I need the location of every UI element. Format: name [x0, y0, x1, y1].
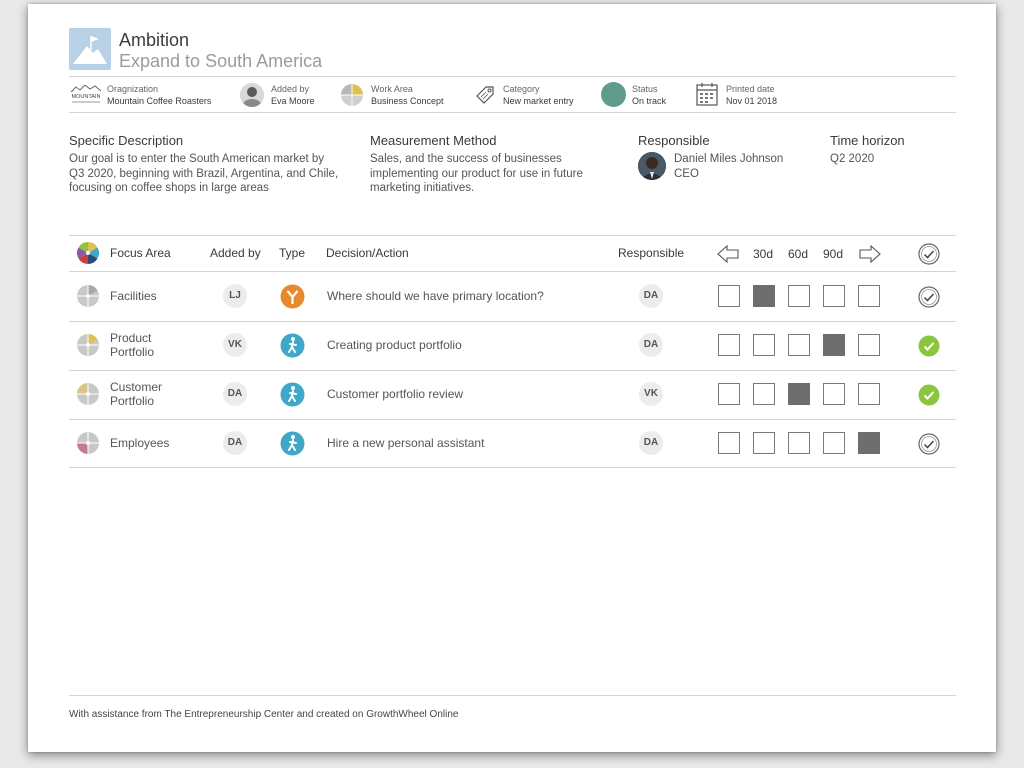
document-page	[28, 4, 996, 752]
col-30d: 30d	[753, 247, 774, 261]
divider	[69, 235, 956, 236]
mountain-flag-icon	[69, 28, 111, 70]
divider	[69, 76, 956, 77]
status-indicator	[601, 82, 626, 107]
focus-wheel-icon	[76, 333, 100, 357]
timeline-slot-30d[interactable]	[753, 383, 775, 405]
page-subtitle: Expand to South America	[119, 51, 323, 71]
responsible-initials: VK	[639, 382, 663, 406]
timeline-slot-90d[interactable]	[823, 432, 845, 454]
col-60d: 60d	[788, 247, 809, 261]
work-area-value: Business Concept	[371, 96, 444, 106]
fork-icon	[280, 284, 305, 309]
decision-text: Creating product portfolio	[327, 338, 462, 352]
status-value: On track	[632, 96, 667, 106]
specific-description-text: Our goal is to enter the South American market by Q3 2020, beginning with Brazil, Argentina, and Chile, focusing on coffee shops in large areas	[69, 153, 339, 194]
focus-area-name: Employees	[110, 436, 170, 450]
walking-person-icon	[280, 431, 305, 456]
responsible-initials: DA	[639, 284, 663, 308]
decision-text: Hire a new personal assistant	[327, 436, 485, 450]
timeline-slot-60d[interactable]	[788, 285, 810, 307]
specific-description-heading: Specific Description	[69, 133, 184, 148]
page-title: Ambition	[119, 30, 190, 50]
tag-icon	[474, 84, 496, 106]
pending-check-icon[interactable]	[918, 433, 940, 455]
footer-text: With assistance from The Entrepreneurship Center and created on GrowthWheel Online	[69, 709, 459, 720]
added-by-label: Added by	[271, 84, 310, 94]
focus-area-name: Facilities	[110, 289, 157, 303]
timeline-slot-later[interactable]	[858, 334, 880, 356]
done-check-icon[interactable]	[918, 335, 940, 357]
divider	[69, 321, 956, 322]
measurement-method-heading: Measurement Method	[370, 133, 497, 148]
timeline-slot-now[interactable]	[718, 334, 740, 356]
responsible-avatar	[638, 152, 666, 180]
time-horizon-heading: Time horizon	[830, 133, 905, 148]
organization-value: Mountain Coffee Roasters	[107, 96, 212, 106]
col-added-by: Added by	[210, 246, 261, 260]
timeline-slot-60d[interactable]	[788, 383, 810, 405]
responsible-initials: DA	[639, 333, 663, 357]
organization-label: Oragnization	[107, 84, 159, 94]
added-by-value: Eva Moore	[271, 96, 315, 106]
focus-area-name: Product Portfolio	[110, 331, 155, 359]
done-column-check-icon	[918, 243, 940, 265]
divider	[69, 271, 956, 272]
category-value: New market entry	[503, 96, 574, 106]
divider	[69, 112, 956, 113]
arrow-right-icon[interactable]	[858, 244, 882, 264]
measurement-method-text: Sales, and the success of businesses implementing our product for use in future marketing initiatives.	[370, 153, 583, 194]
decision-text: Customer portfolio review	[327, 387, 464, 401]
timeline-slot-now[interactable]	[718, 432, 740, 454]
col-90d: 90d	[823, 247, 844, 261]
timeline-slot-30d[interactable]	[753, 285, 775, 307]
eva-moore-avatar	[240, 83, 264, 107]
timeline-slot-60d[interactable]	[788, 432, 810, 454]
status-label: Status	[632, 84, 658, 94]
timeline-slot-30d[interactable]	[753, 334, 775, 356]
divider	[69, 419, 956, 420]
timeline-slot-90d[interactable]	[823, 285, 845, 307]
walking-person-icon	[280, 382, 305, 407]
added-by-initials: VK	[223, 333, 247, 357]
time-horizon-value: Q2 2020	[830, 153, 875, 165]
divider	[69, 695, 956, 696]
arrow-left-icon[interactable]	[716, 244, 740, 264]
decision-text: Where should we have primary location?	[327, 289, 544, 303]
work-area-label: Work Area	[371, 84, 413, 94]
responsible-role: CEO	[674, 168, 699, 180]
printed-date-value: Nov 01 2018	[726, 96, 778, 106]
timeline-slot-later[interactable]	[858, 383, 880, 405]
col-responsible: Responsible	[618, 246, 685, 260]
divider	[69, 467, 956, 468]
timeline-slot-30d[interactable]	[753, 432, 775, 454]
added-by-initials: LJ	[223, 284, 247, 308]
timeline-slot-later[interactable]	[858, 432, 880, 454]
calendar-icon	[696, 82, 718, 106]
added-by-initials: DA	[223, 431, 247, 455]
organization-logo	[70, 85, 102, 105]
focus-wheel-icon	[76, 284, 100, 308]
divider	[69, 370, 956, 371]
walking-person-icon	[280, 333, 305, 358]
col-focus-area: Focus Area	[110, 246, 171, 260]
col-type: Type	[279, 246, 306, 260]
focus-wheel-icon	[76, 431, 100, 455]
responsible-initials: DA	[639, 431, 663, 455]
timeline-slot-90d[interactable]	[823, 383, 845, 405]
responsible-name: Daniel Miles Johnson	[674, 153, 784, 165]
timeline-slot-later[interactable]	[858, 285, 880, 307]
category-label: Category	[503, 84, 540, 94]
timeline-slot-now[interactable]	[718, 285, 740, 307]
timeline-slot-now[interactable]	[718, 383, 740, 405]
added-by-initials: DA	[223, 382, 247, 406]
timeline-slot-60d[interactable]	[788, 334, 810, 356]
svg-text:MOUNTAIN: MOUNTAIN	[71, 94, 101, 100]
work-area-wheel-icon	[340, 83, 364, 107]
responsible-heading: Responsible	[638, 133, 710, 148]
focus-area-wheel-icon	[76, 241, 100, 265]
col-decision-action: Decision/Action	[326, 246, 409, 260]
focus-wheel-icon	[76, 382, 100, 406]
done-check-icon[interactable]	[918, 384, 940, 406]
printed-date-label: Printed date	[726, 84, 775, 94]
focus-area-name: Customer Portfolio	[110, 380, 163, 408]
pending-check-icon[interactable]	[918, 286, 940, 308]
timeline-slot-90d[interactable]	[823, 334, 845, 356]
